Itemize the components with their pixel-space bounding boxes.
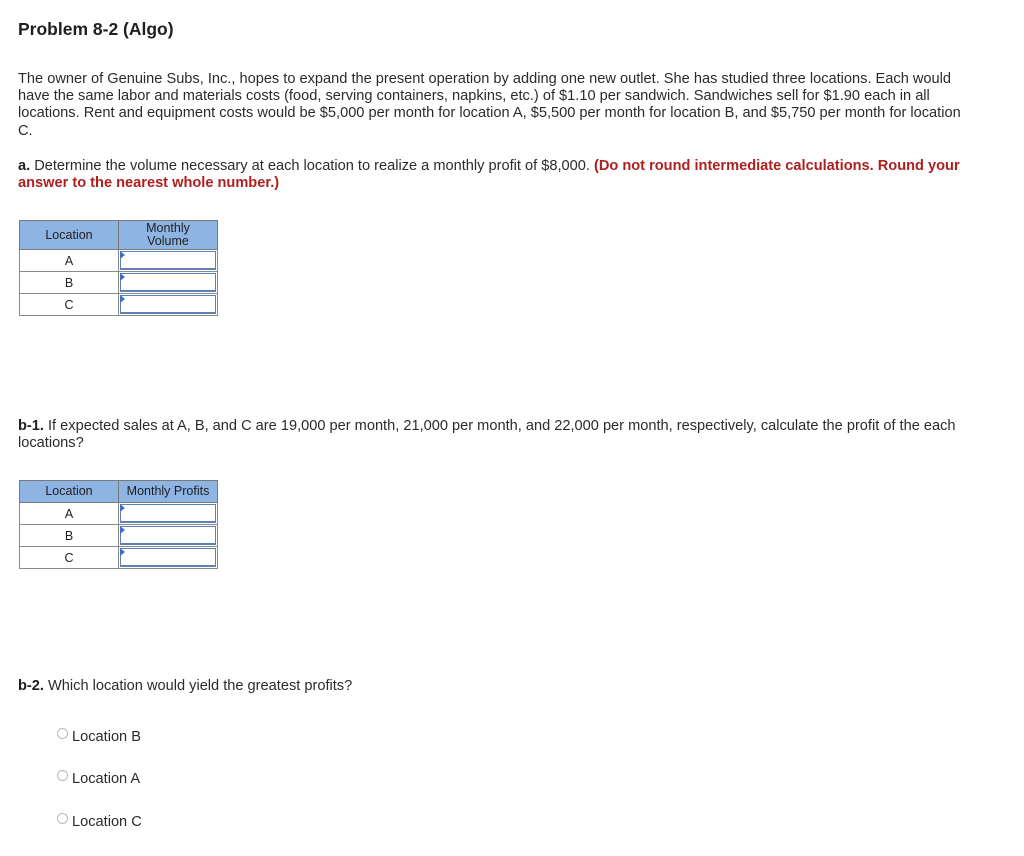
- profit-input-c[interactable]: [120, 548, 216, 567]
- answer-cell: [119, 525, 218, 547]
- radio-button-location-b[interactable]: [57, 728, 68, 739]
- radio-button-location-c[interactable]: [57, 813, 68, 824]
- option-location-c[interactable]: [57, 814, 142, 830]
- profit-input-a[interactable]: [120, 504, 216, 523]
- table-row: [20, 250, 218, 272]
- monthly-volume-column-header: [119, 221, 218, 250]
- location-column-header: Location: [20, 221, 119, 250]
- answer-cell: [119, 272, 218, 294]
- table-row: [20, 525, 218, 547]
- location-cell: C: [20, 547, 119, 569]
- monthly-profits-column-header: Monthly Profits: [119, 481, 218, 503]
- table-row: [20, 272, 218, 294]
- part-a-instruction: (Do not round intermediate calculations. Round your answer to the nearest whole number.): [18, 158, 960, 192]
- table-row: [20, 547, 218, 569]
- monthly-volume-header-line2: Volume: [147, 234, 189, 248]
- location-column-header: Location: [20, 481, 119, 503]
- location-cell: A: [20, 503, 119, 525]
- part-a-label: a.: [18, 158, 31, 174]
- part-b1-label: b-1.: [18, 418, 44, 434]
- profits-table-header: [20, 481, 218, 503]
- answer-cell: [119, 250, 218, 272]
- answer-cell: [119, 294, 218, 316]
- profits-table: [19, 480, 218, 569]
- radio-button-location-a[interactable]: [57, 770, 68, 781]
- part-b1-question: [18, 418, 968, 452]
- part-b1-text: If expected sales at A, B, and C are 19,000 per month, 21,000 per month, and 22,000 per month, respectively, calculate the profit of the each locations?: [18, 418, 956, 452]
- table-row: [20, 503, 218, 525]
- location-cell: B: [20, 272, 119, 294]
- answer-cell: [119, 503, 218, 525]
- volume-input-b[interactable]: [120, 273, 216, 292]
- table-row: [20, 294, 218, 316]
- part-a-question: [18, 158, 968, 192]
- option-label: Location B: [72, 729, 141, 745]
- part-b2-question: [18, 678, 968, 695]
- volume-table: [19, 220, 218, 316]
- option-label: Location C: [72, 814, 142, 830]
- volume-input-c[interactable]: [120, 295, 216, 314]
- part-b2-label: b-2.: [18, 678, 44, 694]
- location-cell: A: [20, 250, 119, 272]
- option-label: Location A: [72, 771, 141, 787]
- volume-input-a[interactable]: [120, 251, 216, 270]
- volume-table-header: [20, 221, 218, 250]
- monthly-volume-header-line1: Monthly: [146, 221, 190, 235]
- option-location-b[interactable]: [57, 729, 141, 745]
- location-cell: C: [20, 294, 119, 316]
- answer-cell: [119, 547, 218, 569]
- location-cell: B: [20, 525, 119, 547]
- problem-title: Problem 8-2 (Algo): [18, 19, 174, 39]
- profit-input-b[interactable]: [120, 526, 216, 545]
- option-location-a[interactable]: [57, 771, 140, 787]
- part-a-text: Determine the volume necessary at each location to realize a monthly profit of $8,000.: [30, 158, 594, 174]
- problem-intro: The owner of Genuine Subs, Inc., hopes to expand the present operation by adding one new outlet. She has studied three locations. Each would have the same labor and materials costs (food, serving containers, napkins, etc.) of $1.10 per sandwich. Sandwiches sell for $1.90 each in all locations. Rent and equipment costs would be $5,000 per month for location A, $5,500 per month for location B, and $5,750 per month for location C.: [18, 71, 961, 139]
- part-b2-text: Which location would yield the greatest profits?: [43, 678, 353, 694]
